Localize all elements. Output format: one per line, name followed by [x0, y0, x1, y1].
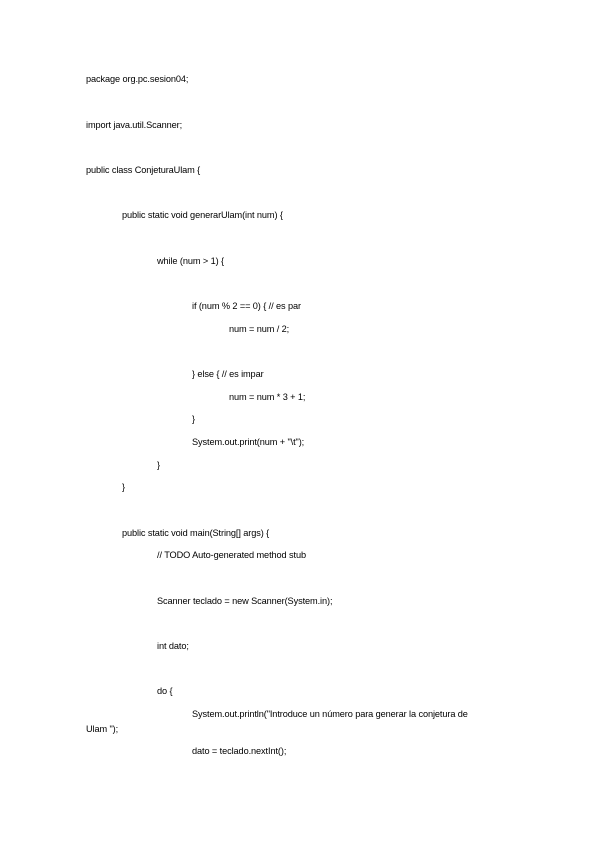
- code-line-do: do {: [157, 686, 173, 696]
- code-line-scanner: Scanner teclado = new Scanner(System.in);: [157, 596, 333, 606]
- code-line-div: num = num / 2;: [229, 324, 290, 334]
- code-line-while: while (num > 1) {: [157, 256, 224, 266]
- code-line-mul: num = num * 3 + 1;: [229, 392, 306, 402]
- code-line-nextint: dato = teclado.nextInt();: [192, 746, 287, 756]
- code-line-class-decl: public class ConjeturaUlam {: [86, 165, 201, 175]
- code-line-generar-decl: public static void generarUlam(int num) {: [122, 210, 283, 220]
- code-line-main-decl: public static void main(String[] args) {: [122, 528, 270, 538]
- code-line-package: package org.pc.sesion04;: [86, 74, 189, 84]
- code-line-todo-comment: // TODO Auto-generated method stub: [157, 550, 306, 560]
- code-line-print: System.out.print(num + "\t");: [192, 437, 305, 447]
- code-line-method-close: }: [122, 482, 125, 492]
- code-line-import: import java.util.Scanner;: [86, 120, 183, 130]
- code-line-int-dato: int dato;: [157, 641, 189, 651]
- code-line-while-close: }: [157, 460, 160, 470]
- code-line-println: System.out.println("Introduce un número para generar la conjetura de: [192, 709, 468, 719]
- code-line-else: } else { // es impar: [192, 369, 264, 379]
- code-line-println-wrap: Ulam ");: [86, 724, 119, 734]
- code-line-if: if (num % 2 == 0) { // es par: [192, 301, 301, 311]
- code-line-if-close: }: [192, 414, 195, 424]
